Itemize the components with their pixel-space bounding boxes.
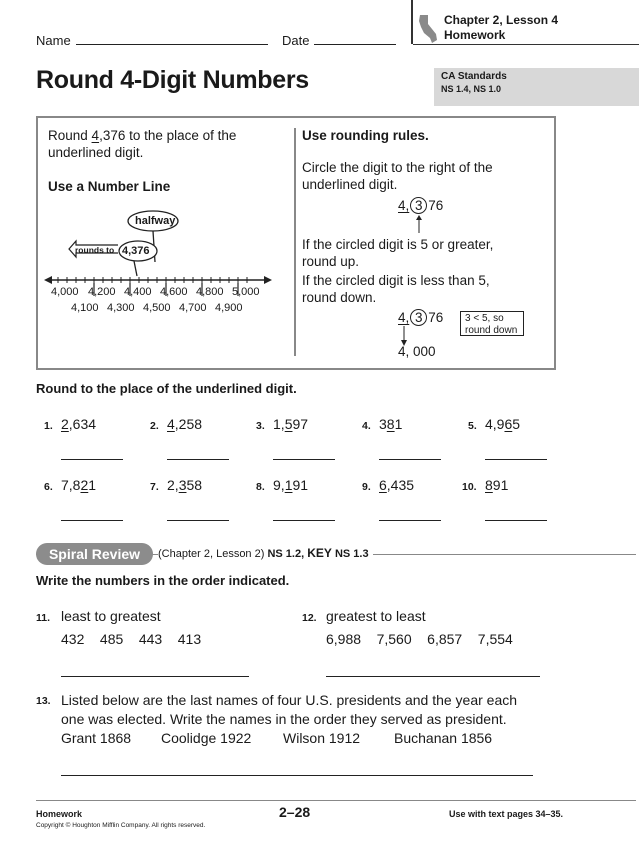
date-field-line[interactable] <box>314 44 396 45</box>
digits-example-2: 4, 3 76 <box>398 310 444 325</box>
exercise-number: 10. <box>462 481 477 493</box>
up-arrow-icon <box>414 215 424 233</box>
answer-line[interactable] <box>485 520 547 521</box>
answer-line[interactable] <box>379 459 441 460</box>
exercise-value: 1,597 <box>273 416 309 432</box>
rules-heading: Use rounding rules. <box>302 128 429 143</box>
exercise-value: 4,258 <box>167 416 203 432</box>
rule-round-up: If the circled digit is 5 or greater, round up. <box>302 237 494 269</box>
example-prompt: Round 4,376 to the place of the underlined digit. <box>48 128 237 160</box>
name-field-line[interactable] <box>76 44 268 45</box>
rounding-instructions: Round to the place of the underlined digit. <box>36 381 297 396</box>
exercise-number: 7. <box>150 481 159 493</box>
answer-line[interactable] <box>379 520 441 521</box>
q13-prompt: Listed below are the last names of four U.S. presidents and the year each one was elected. Write the names in the order they served as president. <box>61 692 518 727</box>
answer-line[interactable] <box>273 520 335 521</box>
q11-number: 11. <box>36 612 51 624</box>
footer-left: Homework <box>36 809 83 819</box>
chapter-lesson: Chapter 2, Lesson 4 <box>444 13 559 27</box>
exercise-value: 6,435 <box>379 477 415 493</box>
exercise-number: 4. <box>362 420 371 432</box>
number-line-heading: Use a Number Line <box>48 179 171 194</box>
spiral-review-badge: Spiral Review <box>36 543 153 565</box>
q12-answer-line[interactable] <box>326 676 540 677</box>
answer-line[interactable] <box>485 459 547 460</box>
exercise-value: 9,191 <box>273 477 309 493</box>
standards-label: CA Standards <box>441 71 507 82</box>
california-map-icon <box>417 14 439 44</box>
q12-label: greatest to least <box>326 608 426 624</box>
standards-codes: NS 1.4, NS 1.0 <box>441 84 502 94</box>
point-label: 4,376 <box>122 245 150 257</box>
order-instructions: Write the numbers in the order indicated. <box>36 573 290 588</box>
example-result: 4, 000 <box>398 344 436 359</box>
exercise-value: 7,821 <box>61 477 97 493</box>
q12-numbers: 6,988 7,560 6,857 7,554 <box>326 631 513 647</box>
note-box: 3 < 5, so round down <box>460 311 524 336</box>
down-arrow-icon <box>399 326 409 346</box>
q12-number: 12. <box>302 612 317 624</box>
q13-number: 13. <box>36 695 51 707</box>
exercise-number: 1. <box>44 420 53 432</box>
name-label: Name <box>36 33 71 48</box>
halfway-label: halfway <box>135 215 176 227</box>
header-divider <box>411 0 413 44</box>
answer-line[interactable] <box>61 520 123 521</box>
footer-rule <box>36 800 636 801</box>
answer-line[interactable] <box>167 459 229 460</box>
exercise-number: 9. <box>362 481 371 493</box>
exercise-value: 4,965 <box>485 416 521 432</box>
header-rule <box>413 44 639 45</box>
rounds-to-label: rounds to <box>75 245 115 255</box>
exercise-value: 381 <box>379 416 403 432</box>
exercise-number: 3. <box>256 420 265 432</box>
q11-numbers: 432 485 443 413 <box>61 631 202 647</box>
example-divider <box>294 128 296 356</box>
rule-round-down: If the circled digit is less than 5, round down. <box>302 273 490 305</box>
page-title: Round 4-Digit Numbers <box>36 66 309 94</box>
exercise-value: 2,634 <box>61 416 97 432</box>
footer-right: Use with text pages 34–35. <box>449 809 564 819</box>
example-box: Round 4,376 to the place of the underlined digit. Use a Number Line halfway rounds to 4,376 4,000 4,200 4,400 4,600 4,800 5,000 4,100 4,300 4,500 4,700 4,900 Use rounding rules. Circle the digit to the right of the underlined digit. 4, 3 76 If the circled digit is 5 or greater, round up. If the circled digit is less than 5, round down. 4, 3 76 3 < 5, so round down 4, 000 <box>36 116 556 370</box>
rule-circle: Circle the digit to the right of the underlined digit. <box>302 160 493 192</box>
section-label: Homework <box>444 28 506 42</box>
exercise-value: 891 <box>485 477 509 493</box>
exercise-number: 6. <box>44 481 53 493</box>
answer-line[interactable] <box>273 459 335 460</box>
page-number: 2–28 <box>279 804 311 820</box>
answer-line[interactable] <box>167 520 229 521</box>
spiral-standards: (Chapter 2, Lesson 2) NS 1.2, KEY NS 1.3 <box>158 546 373 560</box>
standards-box <box>434 68 639 106</box>
answer-line[interactable] <box>61 459 123 460</box>
exercise-number: 2. <box>150 420 159 432</box>
digits-example-1: 4, 3 76 <box>398 198 444 213</box>
copyright: Copyright © Houghton Mifflin Company. All rights reserved. <box>36 822 206 829</box>
exercise-number: 5. <box>468 420 477 432</box>
q11-label: least to greatest <box>61 608 161 624</box>
date-label: Date <box>282 33 310 48</box>
exercise-number: 8. <box>256 481 265 493</box>
q11-answer-line[interactable] <box>61 676 249 677</box>
q13-answer-line[interactable] <box>61 775 533 776</box>
exercise-value: 2,358 <box>167 477 203 493</box>
